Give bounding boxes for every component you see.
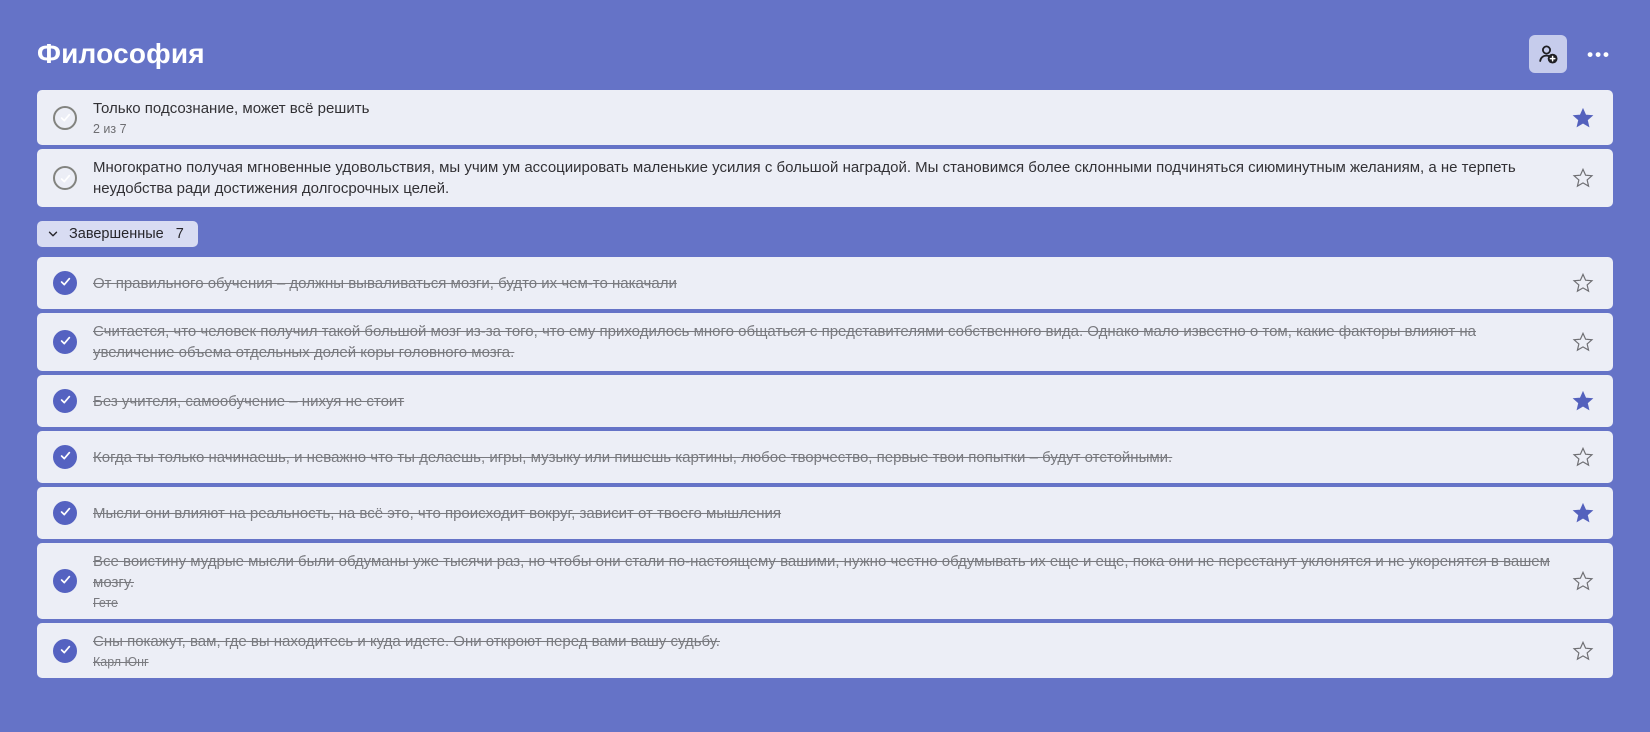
task-subtitle: Гете — [93, 596, 119, 610]
important-star-button[interactable] — [1569, 164, 1597, 192]
task-text — [77, 631, 1569, 670]
task-checkbox[interactable] — [53, 330, 77, 354]
task-row[interactable] — [37, 431, 1613, 483]
page-title: Философия — [37, 38, 205, 69]
task-title: Все воистину мудрые мысли были обдуманы уже тысячи раз, но чтобы они стали по-настоящему вашими, нужно честно обдумывать их еще и еще, пока они не перестанут уклонятся и не укоренятся в вашем мозгу. — [93, 553, 1550, 591]
chevron-down-icon — [47, 228, 59, 240]
task-row[interactable] — [37, 313, 1613, 371]
task-title: Считается, что человек получил такой большой мозг из-за того, что ему приходилось много общаться с представителями собственного вида. Однако мало известно о том, какие факторы влияют на увеличение объема отдельных долей коры головного мозга. — [93, 323, 1476, 361]
star-icon — [1572, 390, 1594, 412]
important-star-button[interactable] — [1569, 387, 1597, 415]
more-options-button[interactable] — [1585, 40, 1613, 69]
task-text — [77, 321, 1569, 363]
important-star-button[interactable] — [1569, 567, 1597, 595]
important-star-button[interactable] — [1569, 269, 1597, 297]
important-star-button[interactable] — [1569, 443, 1597, 471]
important-star-button[interactable] — [1569, 499, 1597, 527]
task-checkbox[interactable] — [53, 445, 77, 469]
checkmark-icon — [59, 505, 72, 521]
star-icon — [1572, 502, 1594, 524]
task-checkbox[interactable] — [53, 166, 77, 190]
important-star-button[interactable] — [1569, 328, 1597, 356]
task-checkbox[interactable] — [53, 389, 77, 413]
task-text — [77, 391, 1569, 412]
task-row[interactable] — [37, 487, 1613, 539]
task-title: Многократно получая мгновенные удовольствия, мы учим ум ассоциировать маленькие усилия с большой наградой. Мы становимся более склонными подчиняться сиюминутным желаниям, а не терпеть неудобства ради достижения долгосрочных целей. — [93, 159, 1516, 197]
task-row[interactable] — [37, 90, 1613, 145]
person-add-icon — [1536, 42, 1560, 66]
task-checkbox[interactable] — [53, 501, 77, 525]
checkmark-icon — [59, 449, 72, 465]
task-text — [77, 447, 1569, 468]
completed-section-count: 7 — [175, 226, 184, 242]
task-row[interactable] — [37, 623, 1613, 678]
task-title: Без учителя, самообучение – нихуя не стоит — [93, 392, 405, 410]
task-row[interactable] — [37, 149, 1613, 207]
ellipsis-icon: ••• — [1587, 44, 1611, 64]
important-star-button[interactable] — [1569, 637, 1597, 665]
checkmark-icon — [59, 111, 72, 124]
checkmark-icon — [59, 573, 72, 589]
task-checkbox[interactable] — [53, 569, 77, 593]
checkmark-icon — [59, 275, 72, 291]
task-text — [77, 98, 1569, 137]
star-icon — [1572, 446, 1594, 468]
checkmark-icon — [59, 393, 72, 409]
completed-section-toggle[interactable] — [37, 221, 198, 247]
star-icon — [1572, 107, 1594, 129]
task-title: Когда ты только начинаешь, и неважно что ты делаешь, игры, музыку или пишешь картины, любое творчество, первые твои попытки – будут отстойными. — [93, 448, 1173, 466]
task-text — [77, 273, 1569, 294]
task-title: Мысли они влияют на реальность, на всё это, что происходит вокруг, зависит от твоего мышления — [93, 504, 782, 522]
task-text — [77, 551, 1569, 611]
important-star-button[interactable] — [1569, 104, 1597, 132]
star-icon — [1572, 331, 1594, 353]
star-icon — [1572, 570, 1594, 592]
task-row[interactable] — [37, 375, 1613, 427]
star-icon — [1572, 167, 1594, 189]
checkmark-icon — [59, 334, 72, 350]
task-title: Сны покажут, вам, где вы находитесь и куда идете. Они откроют перед вами вашу судьбу. — [93, 633, 720, 650]
task-subtitle: 2 из 7 — [93, 122, 127, 136]
task-row[interactable] — [37, 543, 1613, 619]
task-checkbox[interactable] — [53, 106, 77, 130]
checkmark-icon — [59, 172, 72, 185]
task-text — [77, 503, 1569, 524]
checkmark-icon — [59, 643, 72, 659]
completed-task-list — [37, 257, 1613, 682]
task-list — [37, 90, 1613, 682]
task-checkbox[interactable] — [53, 639, 77, 663]
list-header — [37, 0, 1613, 90]
active-task-list — [37, 90, 1613, 211]
task-title: От правильного обучения – должны вываливаться мозги, будто их чем-то накачали — [93, 274, 677, 292]
header-actions — [1529, 35, 1613, 73]
share-list-button[interactable] — [1529, 35, 1567, 73]
task-checkbox[interactable] — [53, 271, 77, 295]
completed-section-label: Завершенные — [69, 226, 164, 242]
star-icon — [1572, 640, 1594, 662]
task-title: Только подсознание, может всё решить — [93, 100, 370, 117]
star-icon — [1572, 272, 1594, 294]
task-text — [77, 157, 1569, 199]
task-row[interactable] — [37, 257, 1613, 309]
task-subtitle: Карл Юнг — [93, 655, 149, 669]
